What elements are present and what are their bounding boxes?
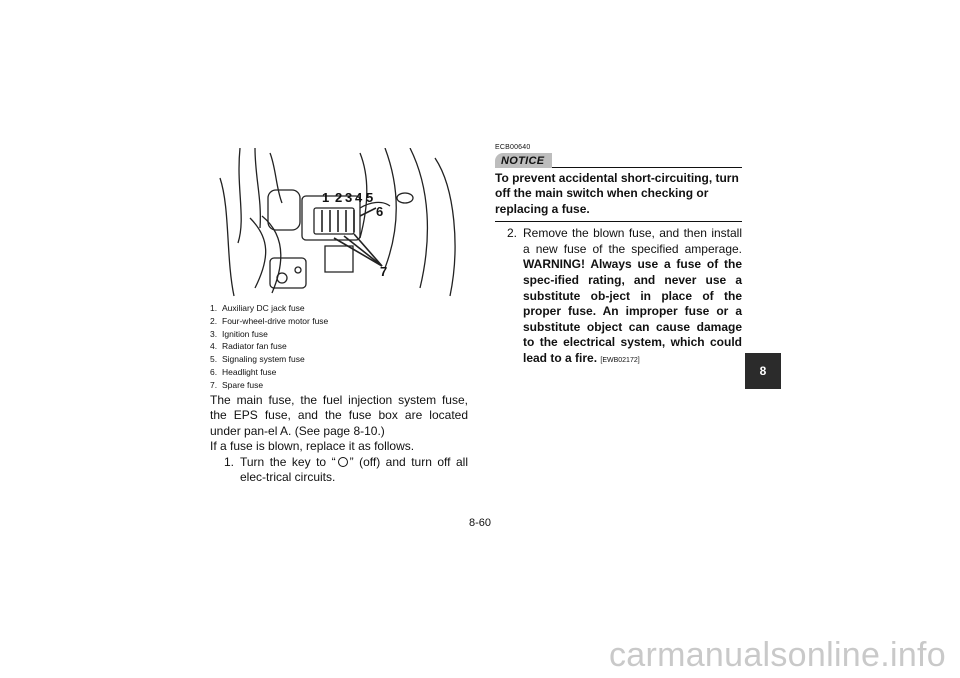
- paragraph-replace-intro: If a fuse is blown, replace it as follows.: [210, 439, 415, 454]
- warning-text: WARNING! Always use a fuse of the spec-ified rating, and never use a substitute ob-ject in place of the proper fuse. An improper fuse or a substitute object can cause damage to the electrical system, which could lead to a fire.: [523, 257, 742, 365]
- step-number: 1.: [223, 454, 234, 469]
- step-number: 2.: [506, 226, 517, 241]
- callout-1: 1: [322, 190, 330, 205]
- key-off-circle-icon: [338, 457, 348, 467]
- callout-4: 4: [355, 190, 363, 205]
- warning-code: [EWB02172]: [600, 356, 640, 364]
- callout-2: 2: [335, 190, 343, 205]
- step-2: [495, 226, 742, 368]
- caption-item: 6. Headlight fuse: [210, 366, 277, 377]
- notice-label: NOTICE: [495, 153, 552, 168]
- caption-item: 4. Radiator fan fuse: [210, 341, 287, 352]
- page-number: 8-60: [468, 517, 492, 529]
- caption-item: 7. Spare fuse: [210, 379, 264, 390]
- watermark: carmanualsonline.info: [608, 636, 946, 674]
- left-body-text: [210, 393, 468, 485]
- callout-3: 3: [345, 190, 353, 205]
- notice-text: To prevent accidental short-circuiting, turn off the main switch when checking or replacing a fuse.: [495, 171, 742, 222]
- caption-item: 1. Auxiliary DC jack fuse: [210, 303, 305, 313]
- fuse-box-illustration: [210, 148, 474, 298]
- callout-6: 6: [376, 204, 384, 219]
- right-column: [495, 144, 742, 369]
- figure-captions: [210, 302, 480, 392]
- caption-item: 5. Signaling system fuse: [210, 354, 305, 365]
- step-1: [210, 455, 468, 486]
- paragraph-fuse-location: The main fuse, the fuel injection system fuse, the EPS fuse, and the fuse box are located under pan-el A. (See page 8-10.): [210, 393, 468, 438]
- notice-code: ECB00640: [495, 144, 531, 151]
- caption-item: 2. Four-wheel-drive motor fuse: [210, 315, 329, 326]
- fuse-box-figure: [210, 148, 474, 298]
- notice-rule: [552, 167, 742, 168]
- caption-item: 3. Ignition fuse: [210, 328, 268, 339]
- callout-7: 7: [380, 264, 388, 279]
- callout-5: 5: [366, 190, 374, 205]
- step-text: Remove the blown fuse, and then install a new fuse of the specified amperage. WARNING! Always use a fuse of the spec-ified rating, and never use a substitute ob-ject in place of the proper fuse. An improper fuse or a substitute object can cause damage to the electrical system, which could lead to a fire. [EWB02172]: [523, 226, 742, 365]
- notice-header: [495, 153, 742, 168]
- chapter-tab: 8: [745, 353, 781, 389]
- step-text: Turn the key to “ ” (off) and turn off all elec-trical circuits.: [240, 454, 468, 485]
